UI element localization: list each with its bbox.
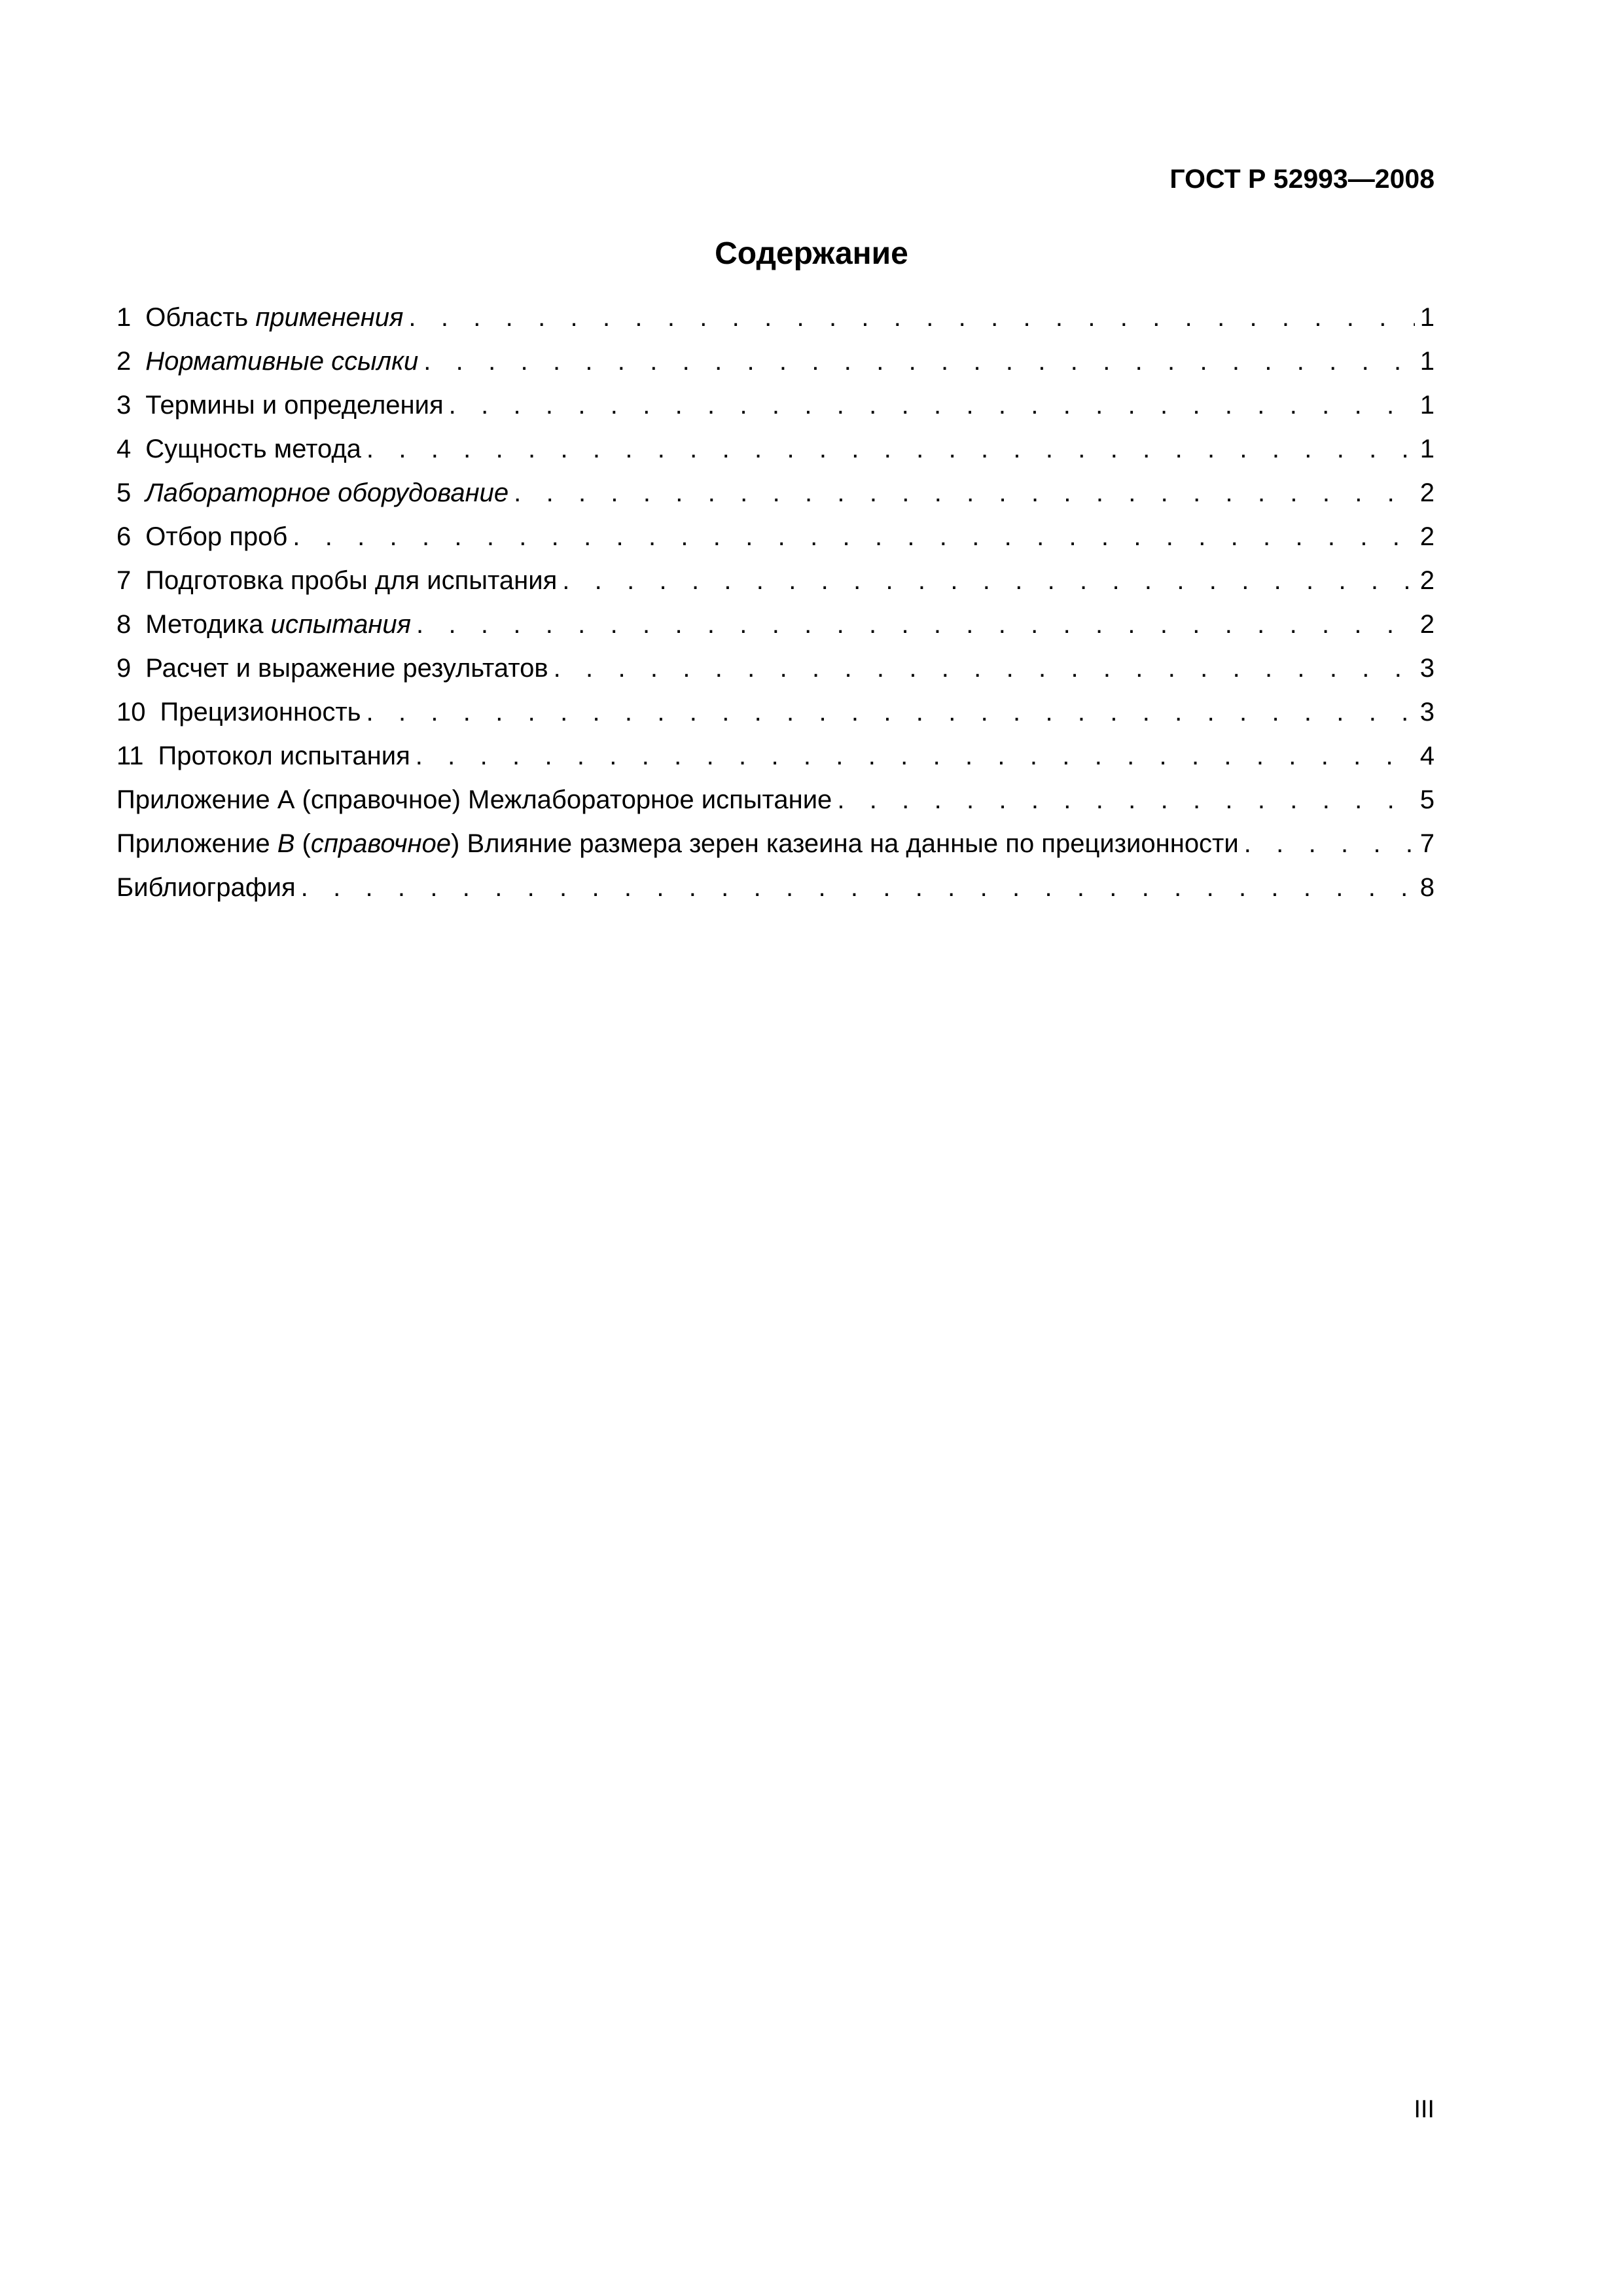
toc-entry-number: 6 [116,522,132,551]
toc-entry[interactable] [116,345,1435,389]
toc-dot-leader [366,433,1415,465]
toc-entry-number: 9 [116,654,132,683]
toc-entry-label [116,652,548,685]
toc-entry[interactable] [116,827,1435,871]
toc-entry-page: 1 [1419,303,1435,332]
toc-entry-page: 7 [1419,829,1435,858]
table-of-contents [116,301,1435,915]
toc-entry-label [116,783,832,816]
toc-dot-leader [301,871,1415,904]
toc-entry-page: 1 [1419,347,1435,376]
toc-entry-number: 5 [116,478,132,507]
toc-entry-page: 2 [1419,610,1435,639]
toc-entry-label [116,389,444,422]
toc-entry-text: Сущность метода [145,435,361,463]
toc-entry-text: В [277,829,295,858]
toc-entry-label [116,827,1239,860]
toc-entry[interactable] [116,740,1435,783]
toc-entry-page: 4 [1419,742,1435,770]
toc-entry-text: Подготовка пробы для испытания [145,566,558,595]
toc-entry-page: 3 [1419,698,1435,726]
toc-entry-text: Термины и определения [145,391,444,420]
toc-entry[interactable] [116,652,1435,696]
toc-entry[interactable] [116,520,1435,564]
toc-dot-leader [1244,827,1415,860]
toc-dot-leader [416,740,1415,772]
toc-entry-number: 3 [116,391,132,420]
toc-entry[interactable] [116,476,1435,520]
toc-entry-page: 2 [1419,522,1435,551]
toc-entry-text: ( [294,829,311,858]
toc-entry-number: 1 [116,303,132,332]
toc-entry-text: Протокол испытания [158,742,410,770]
toc-entry-label [116,608,411,641]
toc-entry-page: 1 [1419,435,1435,463]
toc-entry-text: Расчет и выражение результатов [145,654,548,683]
toc-entry-text: Лабораторное оборудование [145,478,509,507]
toc-entry[interactable] [116,301,1435,345]
toc-dot-leader [562,564,1415,597]
toc-entry-label [116,564,557,597]
toc-entry-text: справочное [310,829,452,858]
toc-entry-label [116,871,296,904]
toc-dot-leader [514,476,1415,509]
toc-entry-page: 8 [1419,873,1435,902]
toc-entry-page: 3 [1419,654,1435,683]
toc-entry-text: испытания [270,610,412,639]
toc-entry-label [116,433,361,465]
toc-entry-number: 7 [116,566,132,595]
toc-dot-leader [423,345,1415,378]
page-number: III [1414,2096,1435,2123]
toc-dot-leader [449,389,1415,422]
toc-title: Содержание [715,236,908,271]
toc-entry[interactable] [116,871,1435,915]
toc-entry-page: 2 [1419,478,1435,507]
toc-dot-leader [416,608,1415,641]
toc-entry-text: Область [145,303,256,332]
toc-entry-number: 4 [116,435,132,463]
toc-entry[interactable] [116,783,1435,827]
toc-entry[interactable] [116,389,1435,433]
toc-entry-text: Библиография [116,873,296,902]
toc-entry-text: Прецизионность [160,698,361,726]
toc-entry[interactable] [116,564,1435,608]
toc-dot-leader [366,696,1415,728]
toc-dot-leader [837,783,1414,816]
toc-entry-label [116,696,361,728]
document-number: ГОСТ Р 52993—2008 [1169,164,1435,194]
toc-entry-page: 2 [1419,566,1435,595]
toc-entry[interactable] [116,696,1435,740]
toc-entry-label [116,740,410,772]
toc-entry-label [116,520,287,553]
toc-dot-leader [408,301,1414,334]
toc-entry[interactable] [116,433,1435,476]
toc-entry-label [116,476,508,509]
toc-entry-label [116,301,403,334]
toc-entry-text: Методика [145,610,271,639]
toc-entry-text: Приложение [116,829,277,858]
toc-entry-number: 10 [116,698,146,726]
toc-entry[interactable] [116,608,1435,652]
toc-dot-leader [554,652,1415,685]
toc-entry-number: 11 [116,742,144,770]
toc-dot-leader [293,520,1414,553]
toc-entry-text: ) Влияние размера зерен казеина на данные по прецизионности [451,829,1239,858]
toc-entry-page: 1 [1419,391,1435,420]
toc-entry-number: 2 [116,347,132,376]
toc-entry-text: Приложение А (справочное) Межлабораторное испытание [116,785,832,814]
toc-entry-text: применения [255,303,404,332]
toc-entry-number: 8 [116,610,132,639]
toc-entry-label [116,345,418,378]
toc-entry-text: Нормативные ссылки [145,347,419,376]
toc-entry-text: Отбор проб [145,522,288,551]
toc-entry-page: 5 [1419,785,1435,814]
